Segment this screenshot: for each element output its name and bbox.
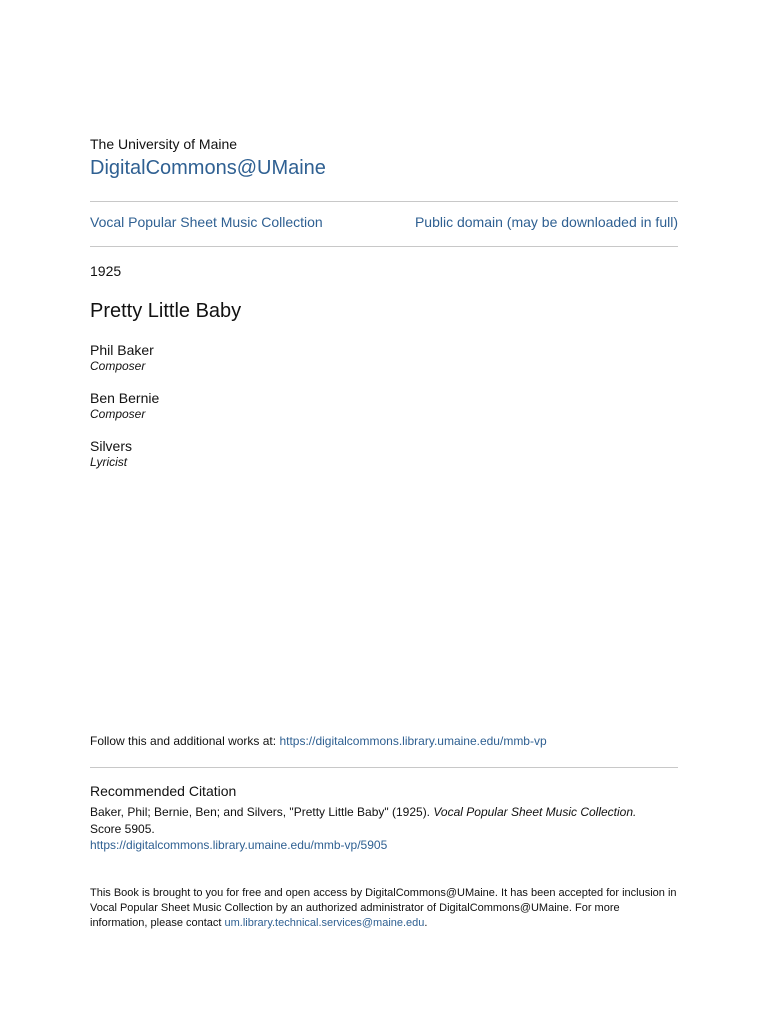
author-entry — [90, 438, 132, 470]
follow-line — [90, 734, 547, 748]
author-name: Phil Baker — [90, 342, 154, 358]
citation-score: Score 5905. — [90, 822, 155, 836]
citation-link[interactable]: https://digitalcommons.library.umaine.edu/mmb-vp/5905 — [90, 838, 388, 852]
institution-name: The University of Maine — [90, 136, 238, 152]
access-notice — [90, 886, 678, 931]
cover-page — [90, 0, 678, 1024]
follow-link[interactable]: https://digitalcommons.library.umaine.edu/mmb-vp — [279, 734, 547, 748]
notice-text: This Book is brought to you for free and open access by DigitalCommons@UMaine. It has been accepted for inclusion in Vocal Popular Sheet Music Collection by an authorized administrator of DigitalCommons@UMaine. For more information, please contact — [90, 887, 677, 929]
author-entry — [90, 342, 154, 374]
divider-middle — [90, 246, 678, 247]
contact-email-link[interactable]: um.library.technical.services@maine.edu — [224, 917, 425, 929]
work-title: Pretty Little Baby — [90, 300, 242, 322]
author-role: Lyricist — [90, 455, 128, 469]
author-role: Composer — [90, 407, 146, 421]
citation-series: Vocal Popular Sheet Music Collection. — [433, 805, 637, 819]
citation-text — [90, 804, 678, 838]
rights-link[interactable]: Public domain (may be downloaded in full) — [414, 214, 678, 230]
author-name: Ben Bernie — [90, 390, 160, 406]
citation-authors: Baker, Phil; Bernie, Ben; and Silvers, "Pretty Little Baby" (1925). — [90, 805, 434, 819]
collection-link[interactable]: Vocal Popular Sheet Music Collection — [90, 214, 323, 230]
repository-link[interactable]: DigitalCommons@UMaine — [90, 157, 326, 179]
notice-end: . — [424, 917, 428, 929]
divider-bottom — [90, 767, 678, 768]
publication-year: 1925 — [90, 263, 122, 279]
author-name: Silvers — [90, 438, 133, 454]
author-role: Composer — [90, 359, 146, 373]
follow-label: Follow this and additional works at: — [90, 734, 280, 748]
divider-top — [90, 201, 678, 202]
author-entry — [90, 390, 159, 422]
citation-heading: Recommended Citation — [90, 783, 237, 799]
